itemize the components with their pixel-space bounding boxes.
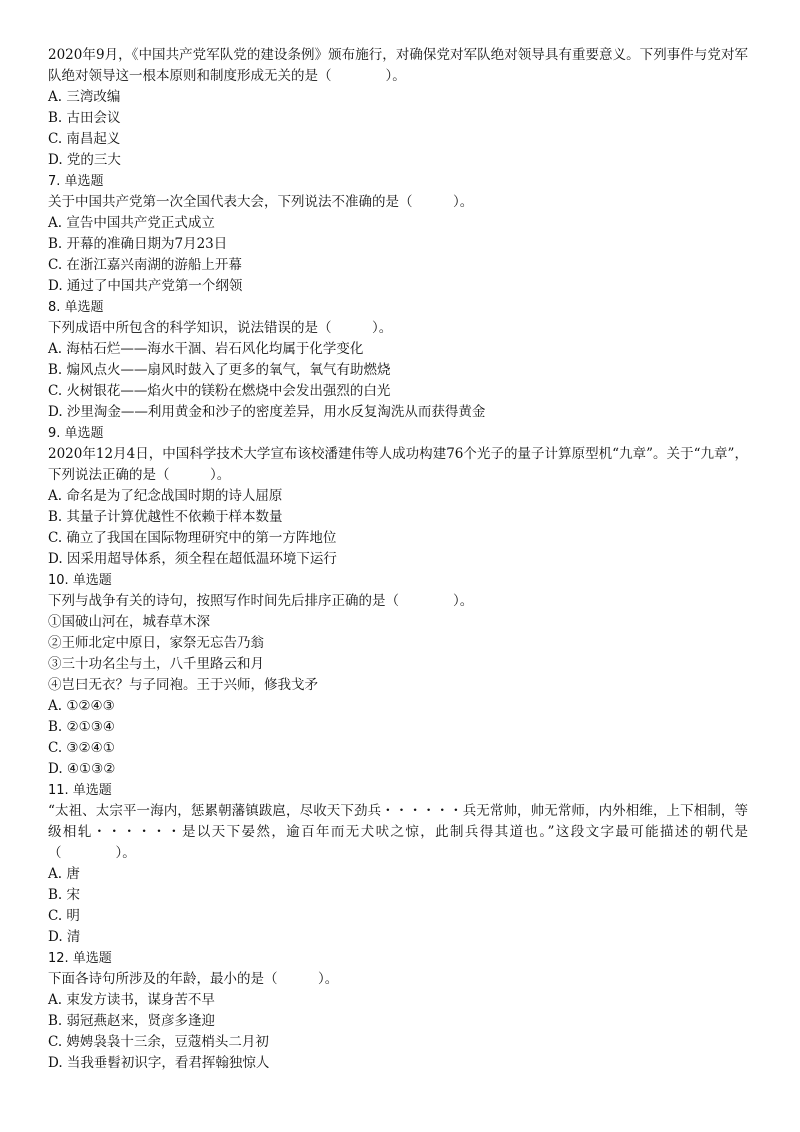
question-stem: 2020年9月，《中国共产党军队党的建设条例》颁布施行，对确保党对军队绝对领导具有重要意义。下列事件与党对军队绝对领导这一根本原则和制度形成无关的是（ ）。 <box>48 47 748 84</box>
option-b[interactable]: B. 煽风点火——扇风时鼓入了更多的氧气，氧气有助燃烧 <box>48 362 391 378</box>
option-b[interactable]: B. 弱冠燕赵来，贤彦多逢迎 <box>48 1013 216 1029</box>
question-7 <box>48 171 748 297</box>
question-stem: “太祖、太宗平一海内，惩累朝藩镇跋扈，尽收天下劲兵・・・・・・兵无常帅，帅无常师，内外相维，上下相制，等级相轧・・・・・・是以天下晏然，逾百年而无犬吠之惊，此制兵得其道也。”这段文字最可能描述的朝代是（ ）。 <box>48 803 748 861</box>
question-stem: 下列成语中所包含的科学知识，说法错误的是（ ）。 <box>48 320 393 336</box>
question-stem: 下面各诗句所涉及的年龄，最小的是（ ）。 <box>48 971 339 987</box>
question-stem: 2020年12月4日，中国科学技术大学宣布该校潘建伟等人成功构建76个光子的量子计算原型机“九章”。关于“九章”，下列说法正确的是（ ）。 <box>48 446 748 483</box>
option-a[interactable]: A. ①②④③ <box>48 698 115 714</box>
question-header: 12. 单选题 <box>48 951 112 966</box>
poem-item-3: ③三十功名尘与土，八千里路云和月 <box>48 656 264 672</box>
option-d[interactable]: D. 因采用超导体系，须全程在超低温环境下运行 <box>48 551 337 567</box>
option-a[interactable]: A. 唐 <box>48 866 80 882</box>
poem-item-2: ②王师北定中原日，家祭无忘告乃翁 <box>48 635 264 651</box>
option-b[interactable]: B. 其量子计算优越性不依赖于样本数量 <box>48 509 283 525</box>
question-6 <box>48 45 748 171</box>
option-d[interactable]: D. ④①③② <box>48 761 116 777</box>
option-c[interactable]: C. 南昌起义 <box>48 131 121 147</box>
option-a[interactable]: A. 宣告中国共产党正式成立 <box>48 215 215 231</box>
question-header: 9. 单选题 <box>48 426 104 441</box>
option-c[interactable]: C. 在浙江嘉兴南湖的游船上开幕 <box>48 257 242 273</box>
option-d[interactable]: D. 通过了中国共产党第一个纲领 <box>48 278 243 294</box>
poem-item-1: ①国破山河在，城春草木深 <box>48 614 210 630</box>
option-b[interactable]: B. 古田会议 <box>48 110 121 126</box>
question-11 <box>48 780 748 948</box>
question-header: 7. 单选题 <box>48 174 104 189</box>
poem-item-4: ④岂曰无衣？与子同袍。王于兴师，修我戈矛 <box>48 677 318 693</box>
question-9 <box>48 423 748 570</box>
question-header: 11. 单选题 <box>48 783 112 798</box>
question-stem: 下列与战争有关的诗句，按照写作时间先后排序正确的是（ ）。 <box>48 593 474 609</box>
option-c[interactable]: C. ③②④① <box>48 740 115 756</box>
option-d[interactable]: D. 沙里淘金——利用黄金和沙子的密度差异，用水反复淘洗从而获得黄金 <box>48 404 486 420</box>
option-c[interactable]: C. 确立了我国在国际物理研究中的第一方阵地位 <box>48 530 337 546</box>
option-c[interactable]: C. 娉娉袅袅十三余，豆蔻梢头二月初 <box>48 1034 269 1050</box>
option-d[interactable]: D. 清 <box>48 929 81 945</box>
question-stem: 关于中国共产党第一次全国代表大会，下列说法不准确的是（ ）。 <box>48 194 474 210</box>
question-list <box>48 45 748 1074</box>
option-d[interactable]: D. 当我垂髫初识字，看君挥翰独惊人 <box>48 1055 270 1071</box>
option-b[interactable]: B. 宋 <box>48 887 81 903</box>
option-c[interactable]: C. 火树银花——焰火中的镁粉在燃烧中会发出强烈的白光 <box>48 383 391 399</box>
option-c[interactable]: C. 明 <box>48 908 80 924</box>
option-d[interactable]: D. 党的三大 <box>48 152 121 168</box>
question-header: 10. 单选题 <box>48 573 112 588</box>
question-8 <box>48 297 748 423</box>
option-a[interactable]: A. 三湾改编 <box>48 89 121 105</box>
option-a[interactable]: A. 命名是为了纪念战国时期的诗人屈原 <box>48 488 283 504</box>
option-a[interactable]: A. 束发方读书，谋身苦不早 <box>48 992 215 1008</box>
question-10 <box>48 570 748 780</box>
option-b[interactable]: B. ②①③④ <box>48 719 115 735</box>
question-12 <box>48 948 748 1074</box>
option-a[interactable]: A. 海枯石烂——海水干涸、岩石风化均属于化学变化 <box>48 341 364 357</box>
question-header: 8. 单选题 <box>48 300 104 315</box>
option-b[interactable]: B. 开幕的准确日期为7月23日 <box>48 236 228 252</box>
